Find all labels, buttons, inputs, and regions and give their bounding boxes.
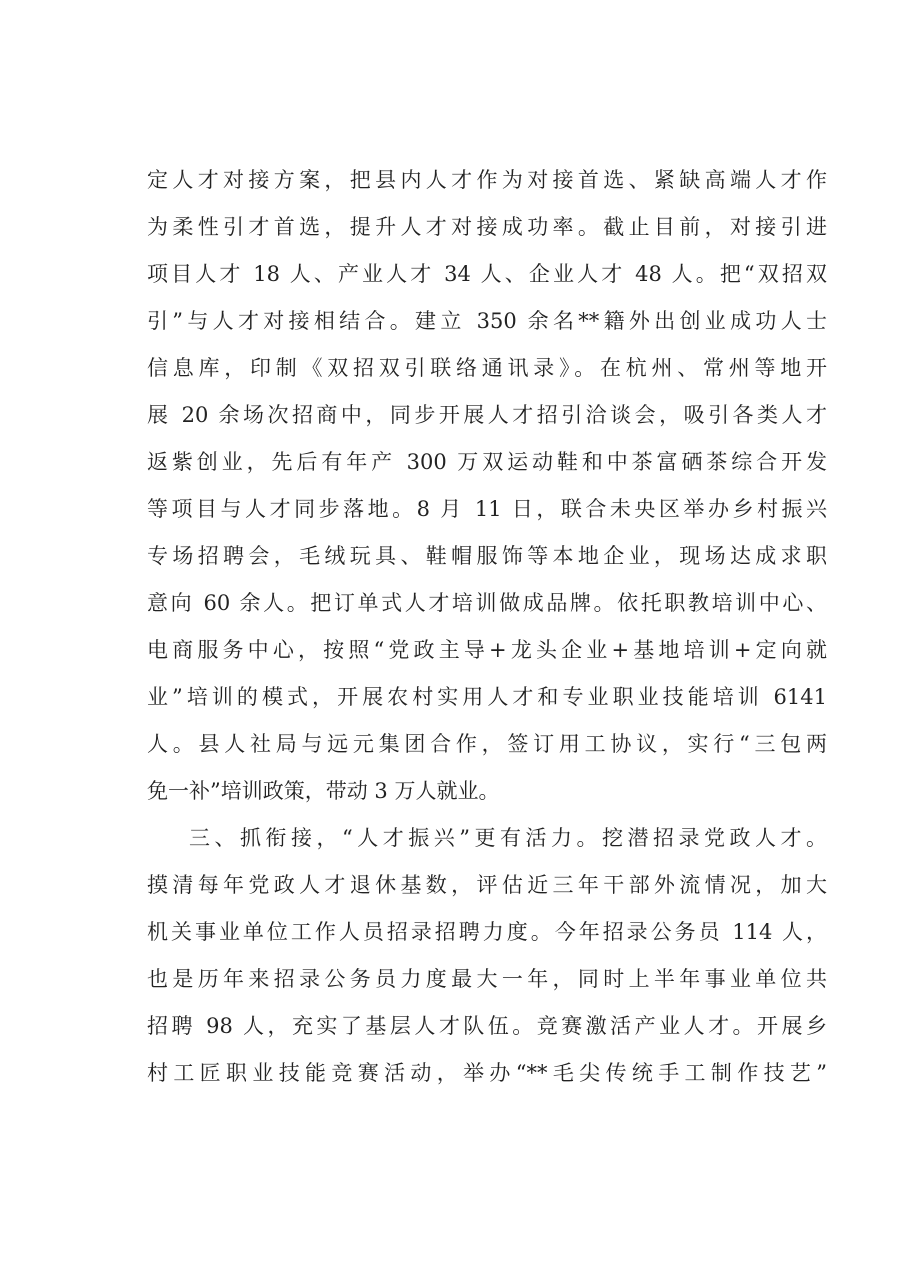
paragraph-1-line-9: 专场招聘会，毛绒玩具、鞋帽服饰等本地企业，现场达成求职: [147, 544, 827, 568]
paragraph-1-line-2: 为柔性引才首选，提升人才对接成功率。截止目前，对接引进: [147, 215, 827, 239]
paragraph-1-line-11: 电商服务中心，按照“党政主导+龙头企业+基地培训+定向就: [147, 638, 827, 662]
paragraph-2-line-4: 也是历年来招录公务员力度最大一年，同时上半年事业单位共: [147, 967, 827, 991]
paragraph-2-line-3: 机关事业单位工作人员招录招聘力度。今年招录公务员 114 人，: [147, 920, 827, 944]
paragraph-1-line-10: 意向 60 余人。把订单式人才培训做成品牌。依托职教培训中心、: [147, 591, 827, 615]
paragraph-2-line-1: 三、抓衔接，“人才振兴”更有活力。挖潜招录党政人才。: [189, 826, 827, 850]
paragraph-1-line-13: 人。县人社局与远元集团合作，签订用工协议，实行“三包两: [147, 732, 827, 756]
paragraph-1-line-8: 等项目与人才同步落地。8 月 11 日，联合未央区举办乡村振兴: [147, 497, 827, 521]
paragraph-2-line-2: 摸清每年党政人才退休基数，评估近三年干部外流情况，加大: [147, 873, 827, 897]
paragraph-1-line-14: 免一补”培训政策，带动 3 万人就业。: [147, 779, 500, 803]
paragraph-2-line-6: 村工匠职业技能竞赛活动，举办“**毛尖传统手工制作技艺”: [147, 1061, 827, 1085]
paragraph-2-line-5: 招聘 98 人，充实了基层人才队伍。竞赛激活产业人才。开展乡: [147, 1014, 827, 1038]
paragraph-1-line-6: 展 20 余场次招商中，同步开展人才招引洽谈会，吸引各类人才: [147, 403, 827, 427]
paragraph-1-line-4: 引”与人才对接相结合。建立 350 余名**籍外出创业成功人士: [147, 309, 827, 333]
paragraph-1-line-7: 返紫创业，先后有年产 300 万双运动鞋和中茶富硒茶综合开发: [147, 450, 827, 474]
paragraph-1-line-12: 业”培训的模式，开展农村实用人才和专业职业技能培训 6141: [147, 685, 827, 709]
paragraph-1-line-3: 项目人才 18 人、产业人才 34 人、企业人才 48 人。把“双招双: [147, 262, 827, 286]
paragraph-1-line-1: 定人才对接方案，把县内人才作为对接首选、紧缺高端人才作: [147, 168, 827, 192]
paragraph-1-line-5: 信息库，印制《双招双引联络通讯录》。在杭州、常州等地开: [147, 356, 827, 380]
